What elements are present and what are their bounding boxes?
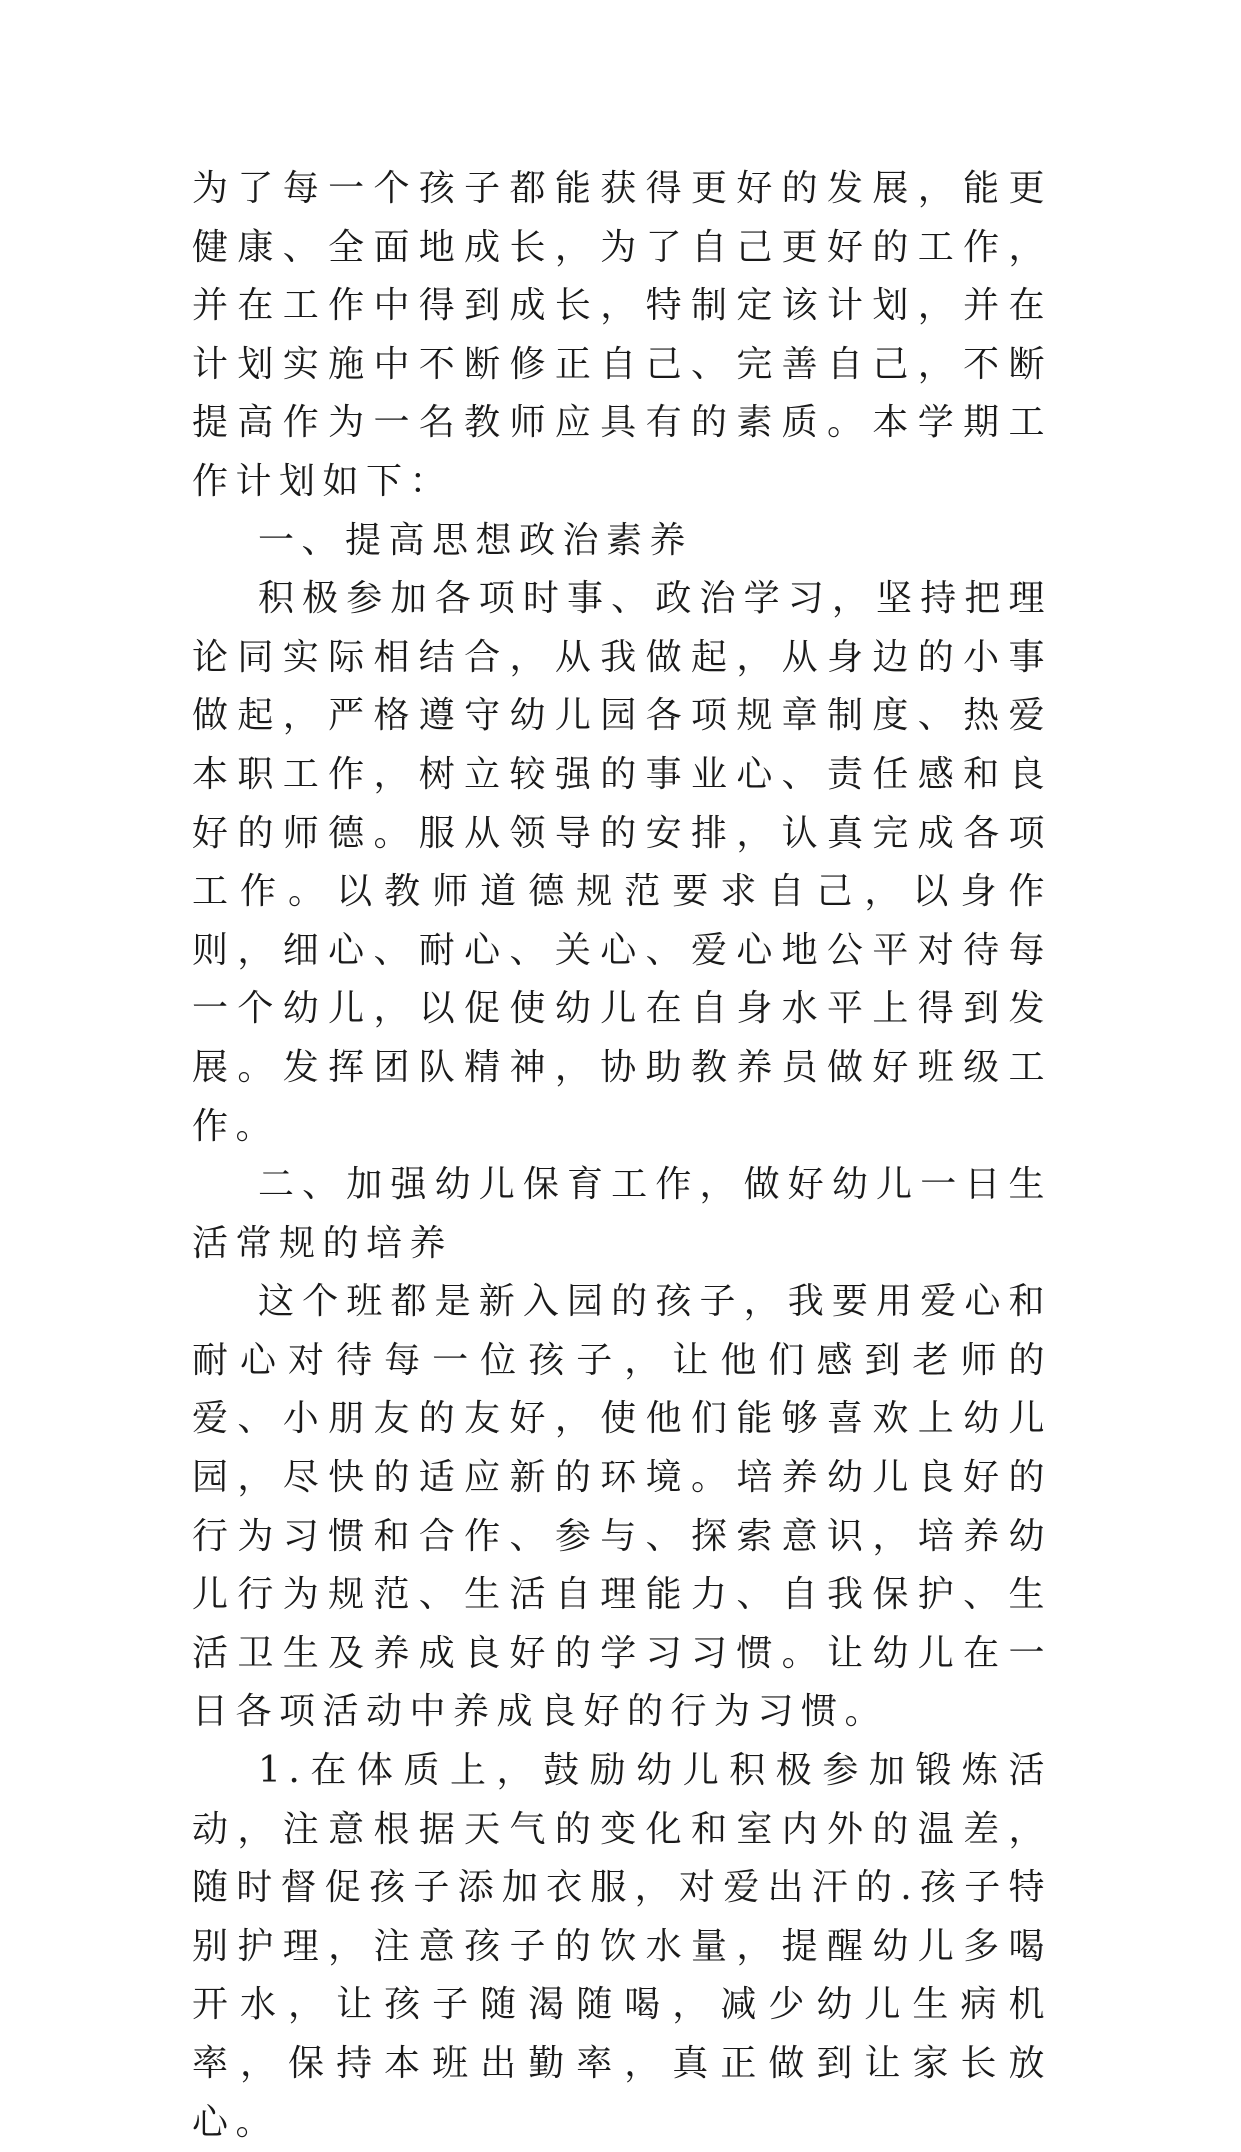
item-1-paragraph: 1.在体质上，鼓励幼儿积极参加锻炼活动，注意根据天气的变化和室内外的温差，随时督促孩子添加衣服，对爱出汗的.孩子特别护理，注意孩子的饮水量，提醒幼儿多喝开水，让孩子随渴随喝，减少幼儿生病机率，保持本班出勤率，真正做到让家长放心。 (192, 1750, 1052, 2143)
section-heading-1: 一、提高思想政治素养 (258, 519, 694, 561)
intro-paragraph: 为了每一个孩子都能获得更好的发展，能更健康、全面地成长，为了自己更好的工作，并在工作中得到成长，特制定该计划，并在计划实施中不断修正自己、完善自己，不断提高作为一名教师应具有的素质。本学期工作计划如下： (192, 168, 1052, 502)
section-1-paragraph: 积极参加各项时事、政治学习，坚持把理论同实际相结合，从我做起，从身边的小事做起，严格遵守幼儿园各项规章制度、热爱本职工作，树立较强的事业心、责任感和良好的师德。服从领导的安排，认真完成各项工作。以教师道德规范要求自己，以身作则，细心、耐心、关心、爱心地公平对待每一个幼儿，以促使幼儿在自身水平上得到发展。发挥团队精神，协助教养员做好班级工作。 (192, 578, 1052, 1147)
section-2-paragraph: 这个班都是新入园的孩子，我要用爱心和耐心对待每一位孩子，让他们感到老师的爱、小朋友的友好，使他们能够喜欢上幼儿园，尽快的适应新的环境。培养幼儿良好的行为习惯和合作、参与、探索意识，培养幼儿行为规范、生活自理能力、自我保护、生活卫生及养成良好的学习习惯。让幼儿在一日各项活动中养成良好的行为习惯。 (192, 1281, 1052, 1733)
document-body (192, 160, 1052, 2152)
section-heading-2: 二、加强幼儿保育工作，做好幼儿一日生活常规的培养 (192, 1164, 1052, 1264)
